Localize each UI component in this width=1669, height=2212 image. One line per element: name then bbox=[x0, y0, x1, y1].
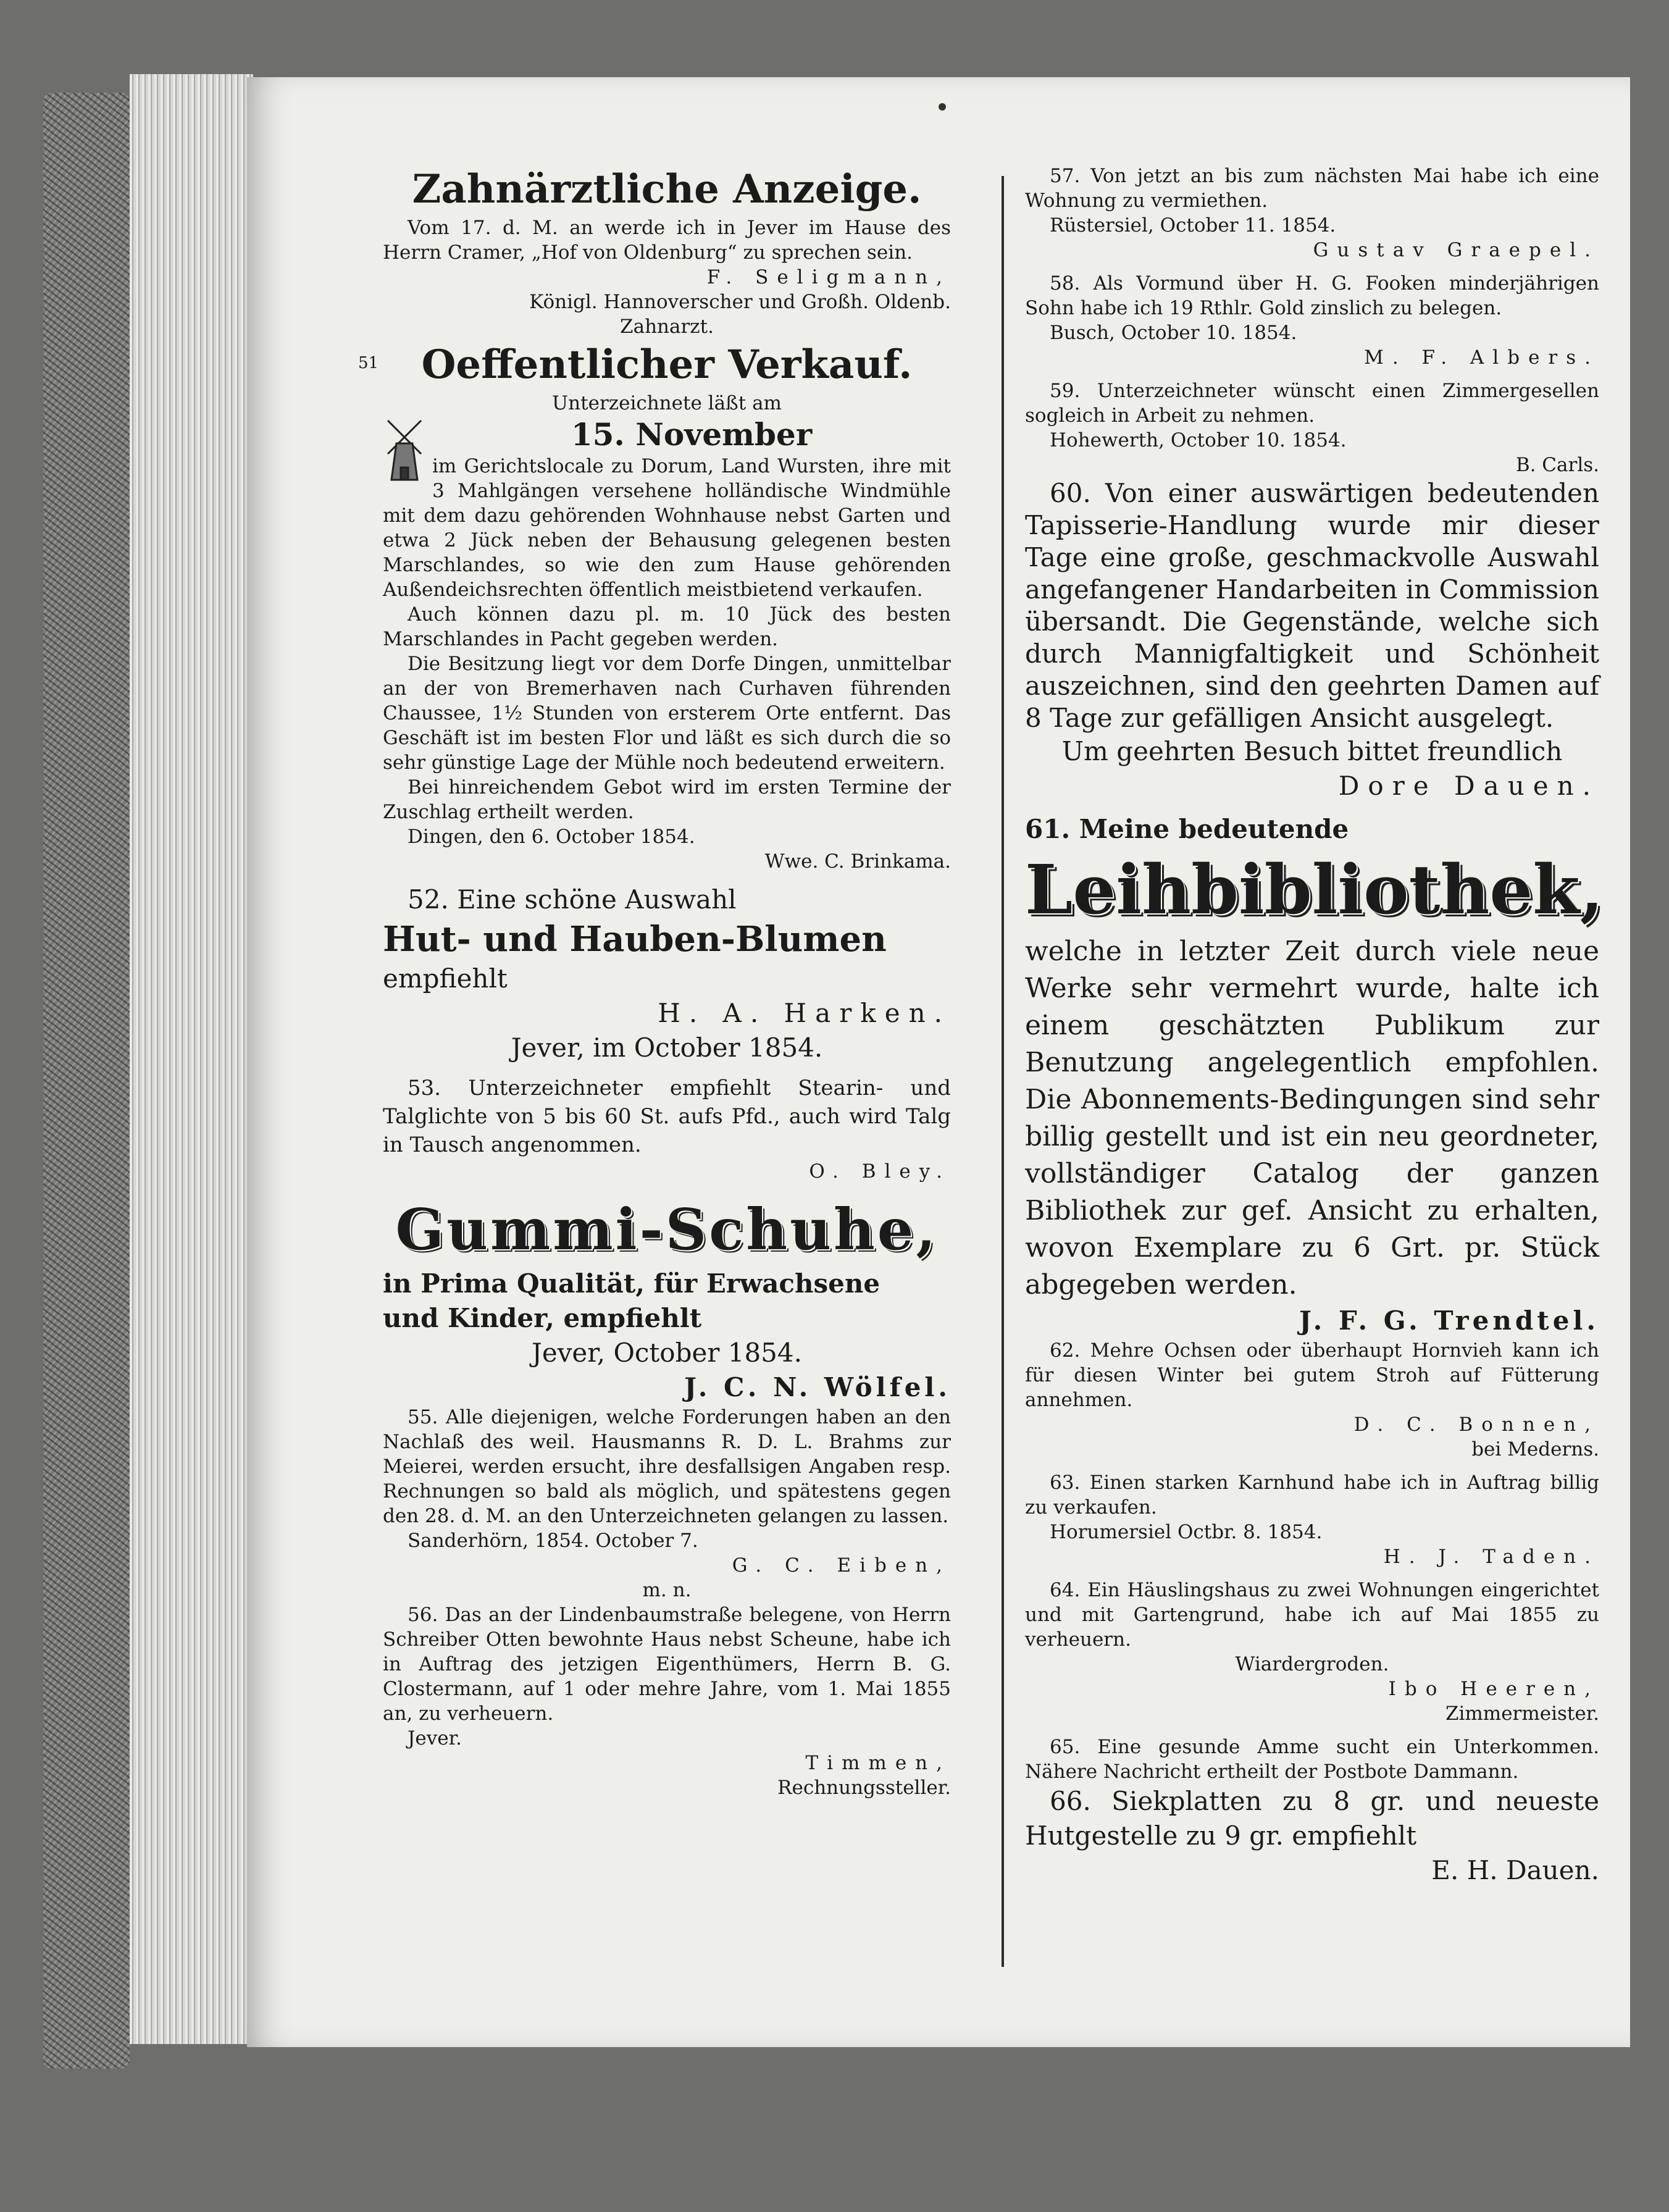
ad-body: 57. Von jetzt an bis zum nächsten Mai habe ich eine Wohnung zu vermiethen. bbox=[1025, 165, 1599, 212]
ad-body: 63. Einen starken Karnhund habe ich in Auftrag billig zu verkaufen. bbox=[1025, 1472, 1599, 1519]
ad-signature: E. H. Dauen. bbox=[1431, 1855, 1599, 1885]
ad-heading: 52. Eine schöne Auswahl bbox=[408, 884, 737, 915]
ad-title: Zahnärztliche Anzeige. bbox=[412, 166, 922, 212]
ad-body: 59. Unterzeichneter wünscht einen Zimmergesellen sogleich in Arbeit zu nehmen. bbox=[1025, 380, 1599, 427]
ad-role: Zahnarzt. bbox=[620, 316, 714, 338]
ad-flowers bbox=[383, 882, 951, 1065]
ad-58 bbox=[1025, 271, 1599, 370]
ad-body: 53. Unterzeichneter empfiehlt Stearin- und Talglichte von 5 bis 60 St. aufs Pfd., auch wird Talg in Tausch angenommen. bbox=[383, 1076, 951, 1157]
ad-heading: in Prima Qualität, für Erwachsene bbox=[383, 1268, 881, 1299]
ad-body: 58. Als Vormund über H. G. Fooken minderjährigen Sohn habe ich 19 Rthlr. Gold zinslich zu belegen. bbox=[1025, 272, 1599, 319]
ad-heading: empfiehlt bbox=[383, 963, 508, 994]
ad-63 bbox=[1025, 1470, 1599, 1569]
ad-59 bbox=[1025, 379, 1599, 477]
ad-62 bbox=[1025, 1338, 1599, 1462]
ad-61 bbox=[1025, 812, 1604, 1338]
ad-signature: Zimmermeister. bbox=[1445, 1703, 1599, 1725]
ad-signature: m. n. bbox=[642, 1579, 692, 1601]
ad-body: 66. Siekplatten zu 8 gr. und neueste Hutgestelle zu 9 gr. empfiehlt bbox=[1025, 1786, 1599, 1851]
ad-signature: Rechnungssteller. bbox=[777, 1777, 951, 1799]
ad-claims bbox=[383, 1405, 951, 1602]
ad-place-date: Rüstersiel, October 11. 1854. bbox=[1050, 214, 1336, 237]
book-cover-board bbox=[43, 93, 130, 2069]
ad-signature: F. Seligmann, bbox=[706, 266, 951, 288]
ad-place-date: Sanderhörn, 1854. October 7. bbox=[408, 1530, 698, 1552]
ad-body: 55. Alle diejenigen, welche Forderungen haben an den Nachlaß des weil. Hausmanns R. D. L. Brahms zur Meierei, werden ersucht, ihre desfallsigen Angaben resp. Rechnungen so bald als möglich, und spätestens gegen den 28. d. M. an den Unterzeichneten gelangen zu lassen. bbox=[383, 1406, 951, 1527]
ad-signature: Timmen, bbox=[805, 1752, 951, 1774]
ad-65 bbox=[1025, 1735, 1599, 1784]
ad-body: Auch können dazu pl. m. 10 Jück des besten Marschlandes in Pacht gegeben werden. bbox=[383, 603, 951, 650]
ad-place-date: Wiardergroden. bbox=[1235, 1653, 1389, 1675]
ad-57 bbox=[1025, 164, 1599, 262]
ad-closing: Um geehrten Besuch bittet freundlich bbox=[1061, 736, 1563, 766]
ad-body: 64. Ein Häuslingshaus zu zwei Wohnungen eingerichtet und mit Gartengrund, habe ich auf Mai 1855 zu verheuern. bbox=[1025, 1579, 1599, 1651]
ad-heading: und Kinder, empfiehlt bbox=[383, 1303, 702, 1333]
ad-body: Bei hinreichendem Gebot wird im ersten Termine der Zuschlag ertheilt werden. bbox=[383, 776, 951, 823]
ad-60 bbox=[1025, 477, 1599, 803]
ad-signature: Ibo Heeren, bbox=[1388, 1678, 1599, 1700]
ad-signature: H. A. Harken. bbox=[658, 998, 951, 1028]
ad-body: Die Besitzung liegt vor dem Dorfe Dingen, unmittelbar an der von Bremerhaven nach Curhaven führenden Chaussee, 1½ Stunden von ersterem Orte entfernt. Das Geschäft ist im besten Flor und läßt es sich durch die so sehr günstige Lage der Mühle noch bedeutend erweitern. bbox=[383, 653, 951, 774]
ad-place-date: Jever, October 1854. bbox=[532, 1338, 802, 1368]
ad-signature: H. J. Taden. bbox=[1383, 1546, 1599, 1568]
ad-signature: J. F. G. Trendtel. bbox=[1299, 1305, 1599, 1336]
ad-signature: J. C. N. Wölfel. bbox=[684, 1372, 951, 1402]
ad-place-date: Busch, October 10. 1854. bbox=[1050, 322, 1297, 344]
ad-body: welche in letzter Zeit durch viele neue Werke sehr vermehrt wurde, halte ich einem geschätzten Publikum zur Benutzung angelegentlich empfohlen. Die Abonnements-Bedingungen sind sehr billig gestellt und ist ein neu geordneter, vollständiger Catalog der ganzen Bibliothek zur gef. Ansicht zu erhalten, wovon Exemplare zu 6 Grt. pr. Stück abgegeben werden. bbox=[1025, 936, 1599, 1301]
ad-signature: Wwe. C. Brinkama. bbox=[764, 850, 951, 873]
ad-heading: 61. Meine bedeutende bbox=[1025, 814, 1349, 844]
ad-intro: Unterzeichnete läßt am bbox=[552, 392, 782, 414]
ad-dentist bbox=[383, 164, 951, 339]
ad-place-date: Jever, im October 1854. bbox=[511, 1033, 823, 1063]
ad-signature: B. Carls. bbox=[1515, 454, 1599, 476]
left-column bbox=[358, 164, 951, 1800]
ad-body: im Gerichtslocale zu Dorum, Land Wursten, ihre mit 3 Mahlgängen versehene holländische Windmühle mit dem dazu gehörenden Wohnhause nebst Garten und etwa 2 Jück neben der Behausung gelegenen besten Marschlandes, so wie den zum Hause gehörenden Außendeichsrechten öffentlich meistbietend verkaufen. bbox=[383, 455, 951, 601]
ad-signature: G. C. Eiben, bbox=[732, 1554, 951, 1577]
ad-candles bbox=[383, 1074, 951, 1184]
ad-date: 15. November bbox=[571, 416, 813, 453]
ad-title: Hut- und Hauben-Blumen bbox=[383, 919, 887, 960]
ad-signature: Gustav Graepel. bbox=[1313, 239, 1599, 261]
ad-signature: M. F. Albers. bbox=[1364, 346, 1599, 369]
column-divider bbox=[1002, 176, 1004, 1967]
ad-body: 65. Eine gesunde Amme sucht ein Unterkommen. Nähere Nachricht ertheilt der Postbote Dammann. bbox=[1025, 1736, 1599, 1783]
ad-signature: Dore Dauen. bbox=[1338, 771, 1599, 801]
ad-sale bbox=[358, 339, 951, 874]
ad-title: Oeffentlicher Verkauf. bbox=[421, 341, 913, 388]
ad-place-date: Dingen, den 6. October 1854. bbox=[408, 826, 695, 848]
ad-body: 56. Das an der Lindenbaumstraße belegene, von Herrn Schreiber Otten bewohnte Haus nebst Scheune, habe ich in Auftrag des jetzigen Eigenthümers, Herrn B. G. Clostermann, auf 1 oder mehre Jahre, vom 1. Mai 1855 an, zu verheuern. bbox=[383, 1604, 951, 1725]
ad-shoes bbox=[383, 1192, 951, 1405]
ad-body: 60. Von einer auswärtigen bedeutenden Tapisserie-Handlung wurde mir dieser Tage eine große, geschmackvolle Auswahl angefangener Handarbeiten in Commission übersandt. Die Gegenstände, welche sich durch Mannigfaltigkeit und Schönheit auszeichnen, sind den geehrten Damen auf 8 Tage zur gefälligen Ansicht ausgelegt. bbox=[1025, 478, 1599, 733]
ad-64 bbox=[1025, 1578, 1599, 1726]
ad-66 bbox=[1025, 1784, 1599, 1888]
ad-signature: D. C. Bonnen, bbox=[1353, 1414, 1599, 1436]
page-edges bbox=[130, 74, 253, 2044]
ad-body: Vom 17. d. M. an werde ich in Jever im Hause des Herrn Cramer, „Hof von Oldenburg“ zu sprechen sein. bbox=[383, 217, 951, 264]
ad-house bbox=[383, 1602, 951, 1800]
ad-signature: bei Mederns. bbox=[1471, 1438, 1599, 1460]
newspaper-page bbox=[247, 77, 1630, 2047]
ad-place-date: Jever. bbox=[408, 1727, 462, 1749]
ad-signature: O. Bley. bbox=[809, 1160, 951, 1183]
ad-place-date: Horumersiel Octbr. 8. 1854. bbox=[1050, 1521, 1323, 1543]
ad-number: 51 bbox=[358, 354, 379, 372]
right-column bbox=[1025, 164, 1604, 1888]
windmill-icon bbox=[383, 416, 426, 484]
ad-role: Königl. Hannoverscher und Großh. Oldenb. bbox=[529, 291, 951, 313]
ad-body: 62. Mehre Ochsen oder überhaupt Hornvieh kann ich für diesen Winter bei gutem Stroh auf Fütterung annehmen. bbox=[1025, 1339, 1599, 1411]
ad-place-date: Hohewerth, October 10. 1854. bbox=[1050, 429, 1347, 451]
ad-title: Gummi-Schuhe, bbox=[395, 1196, 939, 1263]
page-dot bbox=[939, 103, 946, 111]
ad-title: Leihbibliothek, bbox=[1025, 850, 1604, 929]
